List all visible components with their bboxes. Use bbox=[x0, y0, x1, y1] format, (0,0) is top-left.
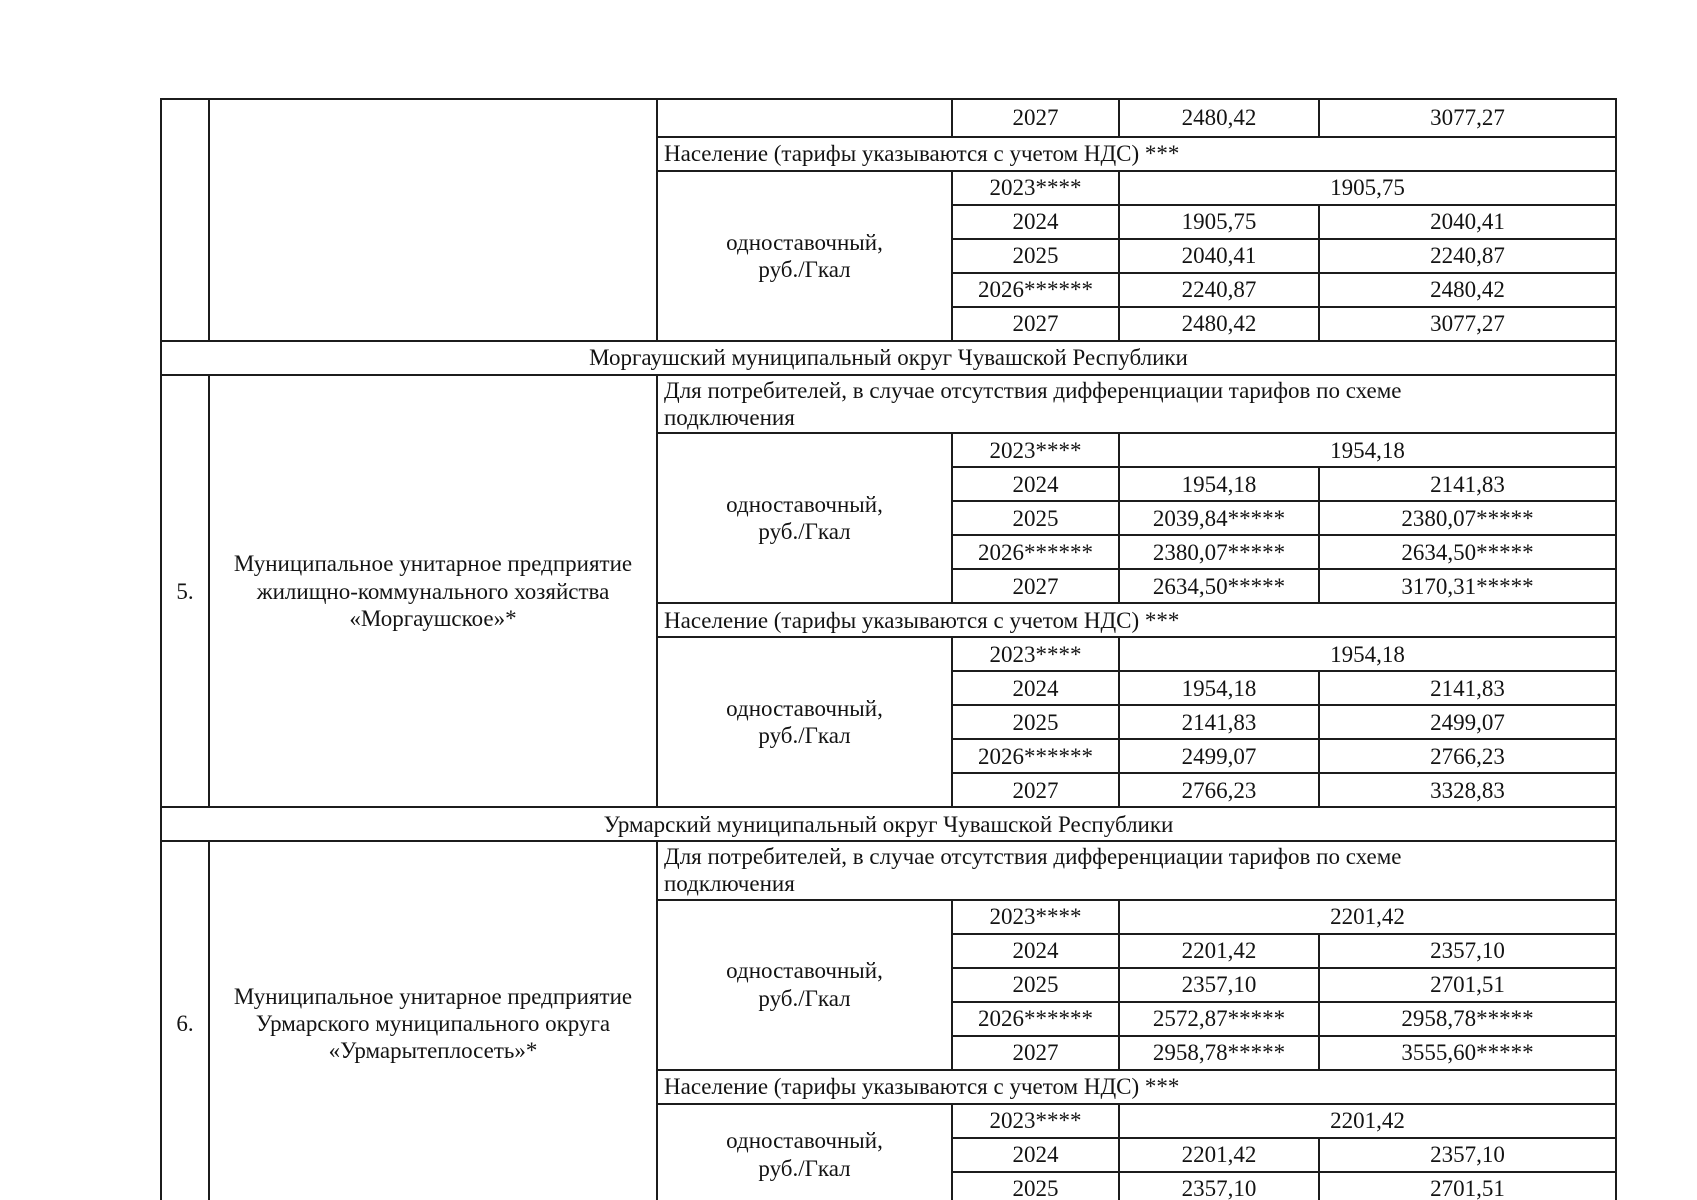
year-cell: 2023**** bbox=[952, 1104, 1119, 1138]
district-header-cell: Урмарский муниципальный округ Чувашской Республики bbox=[161, 807, 1616, 841]
tariff-unit-label: одноставочный, руб./Гкал bbox=[726, 696, 883, 749]
year-cell: 2024 bbox=[952, 467, 1119, 501]
tariff-unit-label: одноставочный, руб./Гкал bbox=[726, 958, 883, 1011]
year-cell: 2027 bbox=[952, 569, 1119, 603]
year-cell: 2025 bbox=[952, 1172, 1119, 1200]
value-cell: 2701,51 bbox=[1319, 968, 1616, 1002]
merged-value-cell: 1954,18 bbox=[1119, 433, 1616, 467]
value-cell: 2201,42 bbox=[1119, 934, 1319, 968]
tariff-unit-label: одноставочный, руб./Гкал bbox=[726, 1128, 883, 1181]
tariff-table bbox=[160, 98, 1617, 1200]
section-header-row bbox=[161, 341, 1616, 375]
year-cell: 2023**** bbox=[952, 637, 1119, 671]
value-cell: 2380,07***** bbox=[1319, 501, 1616, 535]
value-cell: 3077,27 bbox=[1319, 99, 1616, 137]
value-cell: 2240,87 bbox=[1119, 273, 1319, 307]
table-row bbox=[161, 841, 1616, 899]
value-cell: 2141,83 bbox=[1319, 671, 1616, 705]
year-cell: 2027 bbox=[952, 307, 1119, 341]
year-cell: 2025 bbox=[952, 705, 1119, 739]
value-cell: 2499,07 bbox=[1319, 705, 1616, 739]
merged-value-cell: 1954,18 bbox=[1119, 637, 1616, 671]
merged-value-cell: 1905,75 bbox=[1119, 171, 1616, 205]
tariff-unit-cell bbox=[657, 900, 952, 1070]
tariff-unit-label: одноставочный, руб./Гкал bbox=[726, 492, 883, 545]
population-note-cell: Население (тарифы указываются с учетом НДС) *** bbox=[657, 1070, 1616, 1104]
year-cell: 2025 bbox=[952, 501, 1119, 535]
value-cell: 2141,83 bbox=[1319, 467, 1616, 501]
table-row bbox=[161, 99, 1616, 137]
value-cell: 2634,50***** bbox=[1119, 569, 1319, 603]
value-cell: 3077,27 bbox=[1319, 307, 1616, 341]
company-name-cell bbox=[209, 375, 657, 807]
consumers-note-text: Для потребителей, в случае отсутствия дифференциации тарифов по схеме подключения bbox=[664, 844, 1402, 897]
value-cell: 1954,18 bbox=[1119, 671, 1319, 705]
value-cell: 3170,31***** bbox=[1319, 569, 1616, 603]
table-row bbox=[161, 375, 1616, 433]
value-cell: 2240,87 bbox=[1319, 239, 1616, 273]
value-cell: 2201,42 bbox=[1119, 1138, 1319, 1172]
value-cell: 2141,83 bbox=[1119, 705, 1319, 739]
value-cell: 1954,18 bbox=[1119, 467, 1319, 501]
value-cell: 2480,42 bbox=[1119, 99, 1319, 137]
district-header-cell: Моргаушский муниципальный округ Чувашской Республики bbox=[161, 341, 1616, 375]
value-cell: 2701,51 bbox=[1319, 1172, 1616, 1200]
company-name-text: Муниципальное унитарное предприятие Урмарского муниципального округа «Урмарытеплосеть»* bbox=[233, 983, 633, 1063]
value-cell: 2766,23 bbox=[1319, 739, 1616, 773]
year-cell: 2023**** bbox=[952, 900, 1119, 934]
value-cell: 2040,41 bbox=[1119, 239, 1319, 273]
year-cell: 2024 bbox=[952, 205, 1119, 239]
tariff-unit-cell bbox=[657, 433, 952, 603]
company-name-cell bbox=[209, 841, 657, 1200]
company-name-text: Муниципальное унитарное предприятие жилищно-коммунального хозяйства «Моргаушское»* bbox=[233, 551, 633, 631]
value-cell: 2357,10 bbox=[1319, 934, 1616, 968]
consumers-note-text: Для потребителей, в случае отсутствия дифференциации тарифов по схеме подключения bbox=[664, 378, 1402, 431]
population-note-cell: Население (тарифы указываются с учетом НДС) *** bbox=[657, 137, 1616, 171]
tariff-unit-cell bbox=[657, 637, 952, 807]
tariff-unit-cell bbox=[657, 171, 952, 341]
year-cell: 2024 bbox=[952, 934, 1119, 968]
merged-value-cell: 2201,42 bbox=[1119, 1104, 1616, 1138]
year-cell: 2027 bbox=[952, 99, 1119, 137]
tariff-unit-label: одноставочный, руб./Гкал bbox=[726, 229, 883, 282]
tariff-unit-cell-empty bbox=[657, 99, 952, 137]
year-cell: 2026****** bbox=[952, 739, 1119, 773]
value-cell: 3328,83 bbox=[1319, 773, 1616, 807]
year-cell: 2024 bbox=[952, 671, 1119, 705]
tariff-unit-cell bbox=[657, 1104, 952, 1200]
year-cell: 2025 bbox=[952, 968, 1119, 1002]
company-name-cell-empty bbox=[209, 99, 657, 341]
year-cell: 2025 bbox=[952, 239, 1119, 273]
value-cell: 2958,78***** bbox=[1119, 1036, 1319, 1070]
value-cell: 2766,23 bbox=[1119, 773, 1319, 807]
row-number-cell-empty bbox=[161, 99, 209, 341]
value-cell: 2357,10 bbox=[1119, 1172, 1319, 1200]
year-cell: 2027 bbox=[952, 1036, 1119, 1070]
value-cell: 2040,41 bbox=[1319, 205, 1616, 239]
year-cell: 2026****** bbox=[952, 273, 1119, 307]
year-cell: 2026****** bbox=[952, 535, 1119, 569]
year-cell: 2026****** bbox=[952, 1002, 1119, 1036]
value-cell: 2572,87***** bbox=[1119, 1002, 1319, 1036]
year-cell: 2027 bbox=[952, 773, 1119, 807]
value-cell: 2480,42 bbox=[1319, 273, 1616, 307]
section-header-row bbox=[161, 807, 1616, 841]
row-number-cell: 5. bbox=[161, 375, 209, 807]
value-cell: 2499,07 bbox=[1119, 739, 1319, 773]
value-cell: 2357,10 bbox=[1119, 968, 1319, 1002]
value-cell: 2039,84***** bbox=[1119, 501, 1319, 535]
value-cell: 2357,10 bbox=[1319, 1138, 1616, 1172]
merged-value-cell: 2201,42 bbox=[1119, 900, 1616, 934]
year-cell: 2023**** bbox=[952, 433, 1119, 467]
year-cell: 2023**** bbox=[952, 171, 1119, 205]
consumers-note-cell bbox=[657, 375, 1616, 433]
value-cell: 3555,60***** bbox=[1319, 1036, 1616, 1070]
consumers-note-cell bbox=[657, 841, 1616, 899]
row-number-cell: 6. bbox=[161, 841, 209, 1200]
population-note-cell: Население (тарифы указываются с учетом НДС) *** bbox=[657, 603, 1616, 637]
value-cell: 2958,78***** bbox=[1319, 1002, 1616, 1036]
value-cell: 2380,07***** bbox=[1119, 535, 1319, 569]
year-cell: 2024 bbox=[952, 1138, 1119, 1172]
value-cell: 2480,42 bbox=[1119, 307, 1319, 341]
value-cell: 1905,75 bbox=[1119, 205, 1319, 239]
value-cell: 2634,50***** bbox=[1319, 535, 1616, 569]
